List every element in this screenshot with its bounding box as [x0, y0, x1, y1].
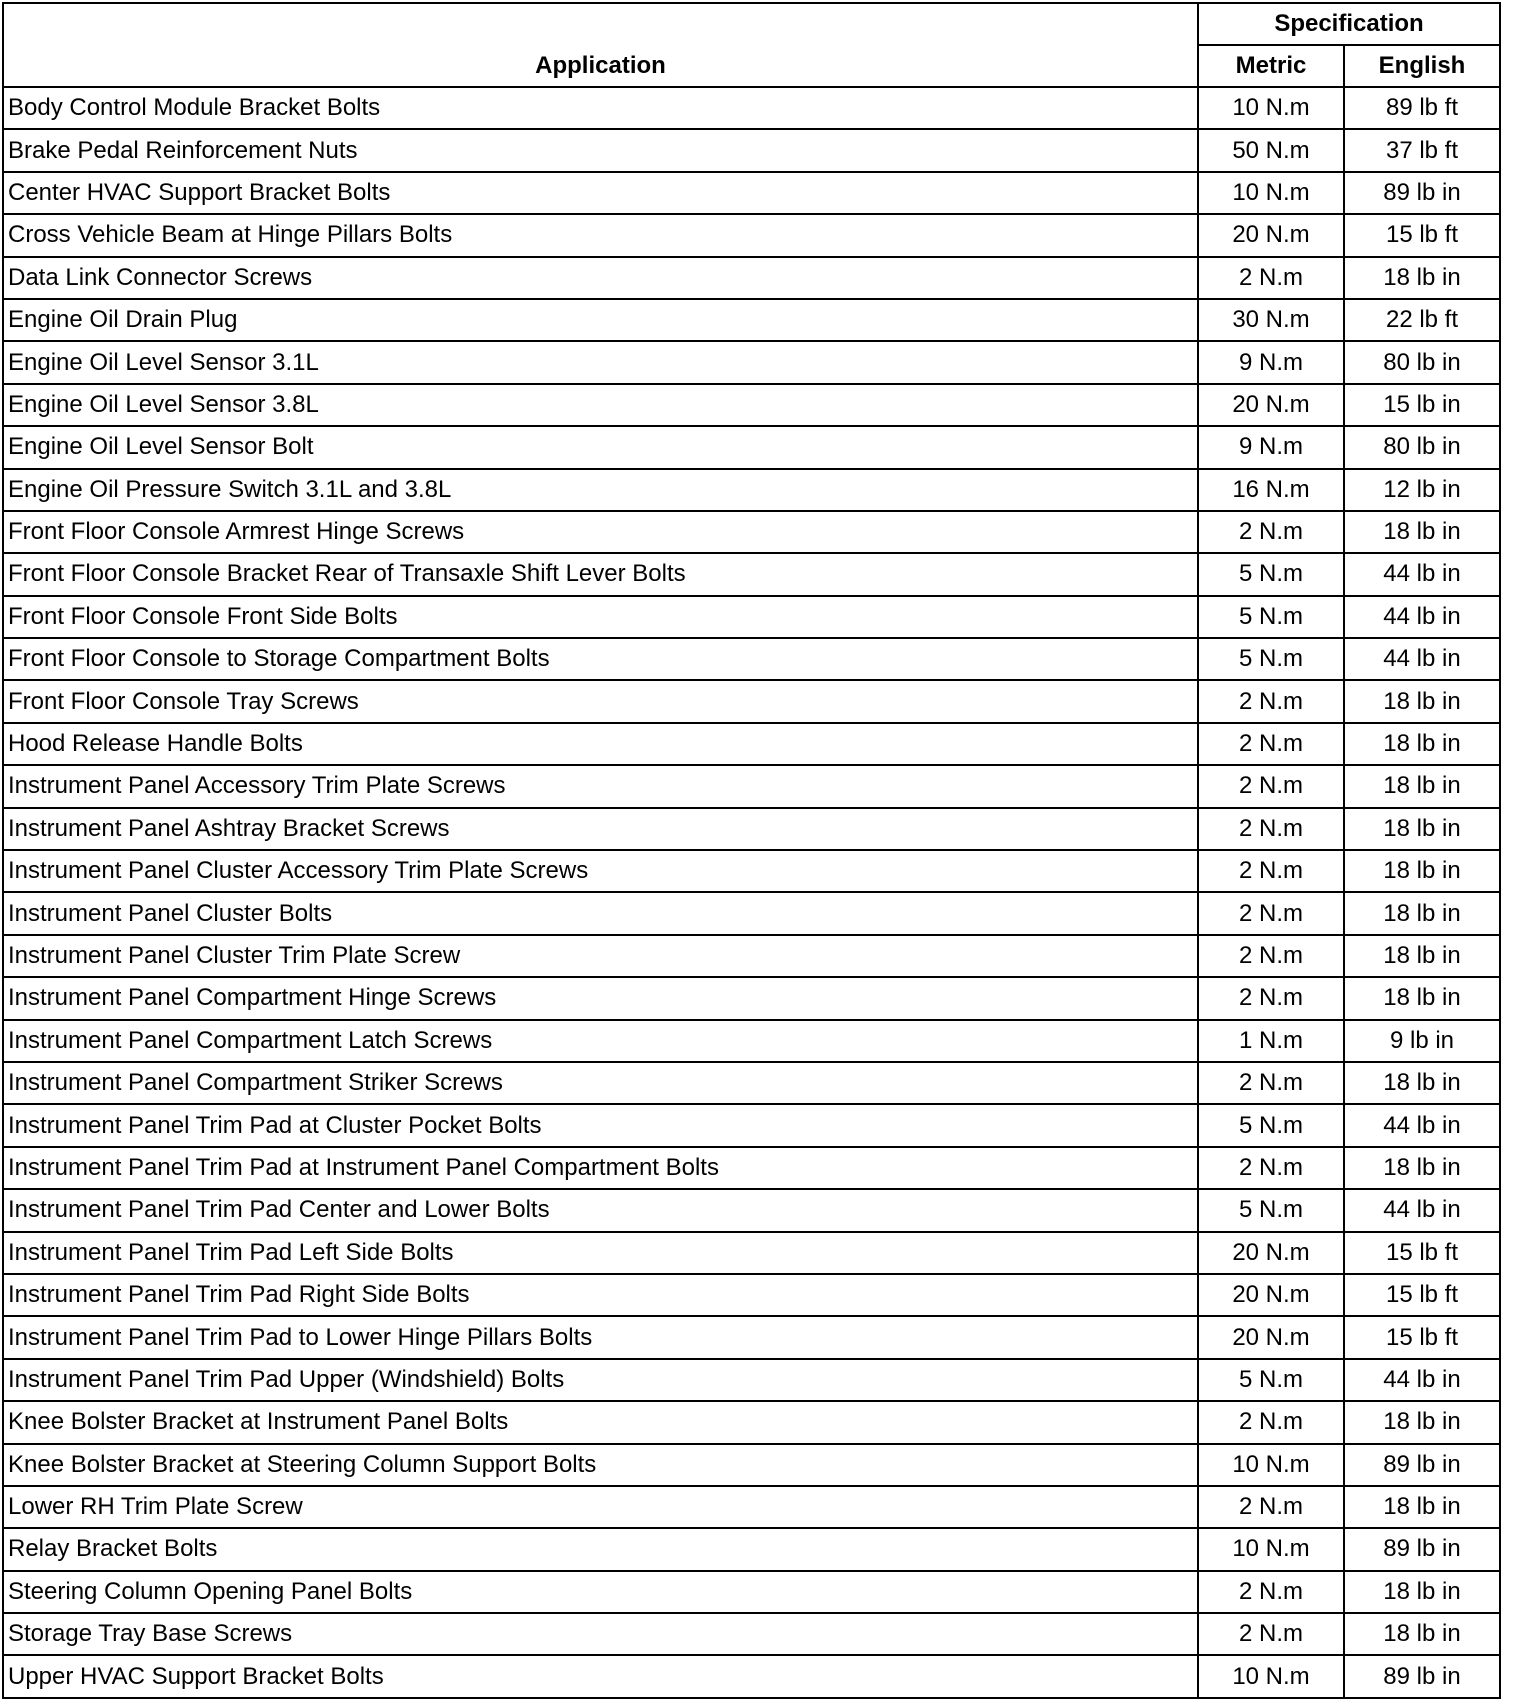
application-cell: Engine Oil Level Sensor 3.8L: [3, 384, 1198, 426]
english-cell: 18 lb in: [1344, 765, 1500, 807]
application-cell: Front Floor Console Bracket Rear of Transaxle Shift Lever Bolts: [3, 553, 1198, 595]
metric-cell: 2 N.m: [1198, 977, 1344, 1019]
english-cell: 18 lb in: [1344, 1401, 1500, 1443]
table-row: [3, 1274, 1500, 1316]
metric-cell: 2 N.m: [1198, 511, 1344, 553]
application-cell: Instrument Panel Cluster Bolts: [3, 892, 1198, 934]
english-cell: 9 lb in: [1344, 1020, 1500, 1062]
metric-cell: 1 N.m: [1198, 1020, 1344, 1062]
table-row: [3, 1147, 1500, 1189]
application-cell: Engine Oil Drain Plug: [3, 299, 1198, 341]
application-cell: Cross Vehicle Beam at Hinge Pillars Bolts: [3, 214, 1198, 256]
application-cell: Knee Bolster Bracket at Instrument Panel Bolts: [3, 1401, 1198, 1443]
table-row: [3, 1062, 1500, 1104]
application-cell: Instrument Panel Trim Pad Right Side Bolts: [3, 1274, 1198, 1316]
english-cell: 18 lb in: [1344, 935, 1500, 977]
application-cell: Instrument Panel Trim Pad Center and Lower Bolts: [3, 1189, 1198, 1231]
table-row: [3, 1020, 1500, 1062]
metric-cell: 20 N.m: [1198, 214, 1344, 256]
table-row: [3, 1189, 1500, 1231]
table-row: [3, 1571, 1500, 1613]
metric-cell: 2 N.m: [1198, 765, 1344, 807]
application-cell: Knee Bolster Bracket at Steering Column Support Bolts: [3, 1444, 1198, 1486]
application-cell: Instrument Panel Trim Pad Left Side Bolts: [3, 1232, 1198, 1274]
metric-cell: 2 N.m: [1198, 257, 1344, 299]
application-cell: Engine Oil Level Sensor Bolt: [3, 426, 1198, 468]
table-row: [3, 553, 1500, 595]
english-cell: 44 lb in: [1344, 1359, 1500, 1401]
table-row: [3, 384, 1500, 426]
english-cell: 37 lb ft: [1344, 129, 1500, 171]
table-row: [3, 87, 1500, 129]
specification-header: Specification: [1198, 3, 1500, 45]
english-cell: 12 lb in: [1344, 469, 1500, 511]
table-row: [3, 1316, 1500, 1358]
application-cell: Data Link Connector Screws: [3, 257, 1198, 299]
metric-header: Metric: [1198, 45, 1344, 87]
table-header: [3, 3, 1500, 87]
english-cell: 80 lb in: [1344, 426, 1500, 468]
english-cell: 15 lb ft: [1344, 214, 1500, 256]
english-cell: 18 lb in: [1344, 680, 1500, 722]
torque-spec-table: [2, 2, 1501, 1699]
english-cell: 15 lb ft: [1344, 1232, 1500, 1274]
application-cell: Front Floor Console to Storage Compartment Bolts: [3, 638, 1198, 680]
header-row-top: [3, 3, 1500, 45]
english-header: English: [1344, 45, 1500, 87]
english-cell: 18 lb in: [1344, 511, 1500, 553]
metric-cell: 10 N.m: [1198, 87, 1344, 129]
metric-cell: 2 N.m: [1198, 723, 1344, 765]
english-cell: 22 lb ft: [1344, 299, 1500, 341]
english-cell: 89 lb in: [1344, 1528, 1500, 1570]
application-cell: Instrument Panel Trim Pad to Lower Hinge Pillars Bolts: [3, 1316, 1198, 1358]
application-cell: Instrument Panel Cluster Accessory Trim Plate Screws: [3, 850, 1198, 892]
application-cell: Upper HVAC Support Bracket Bolts: [3, 1655, 1198, 1697]
metric-cell: 2 N.m: [1198, 1062, 1344, 1104]
english-cell: 18 lb in: [1344, 1062, 1500, 1104]
application-cell: Front Floor Console Front Side Bolts: [3, 596, 1198, 638]
english-cell: 44 lb in: [1344, 638, 1500, 680]
application-cell: Relay Bracket Bolts: [3, 1528, 1198, 1570]
table-row: [3, 1359, 1500, 1401]
metric-cell: 5 N.m: [1198, 638, 1344, 680]
metric-cell: 20 N.m: [1198, 1274, 1344, 1316]
english-cell: 89 lb in: [1344, 1444, 1500, 1486]
application-cell: Instrument Panel Cluster Trim Plate Screw: [3, 935, 1198, 977]
table-row: [3, 1401, 1500, 1443]
table-row: [3, 129, 1500, 171]
metric-cell: 5 N.m: [1198, 1104, 1344, 1146]
english-cell: 80 lb in: [1344, 341, 1500, 383]
metric-cell: 5 N.m: [1198, 553, 1344, 595]
application-cell: Instrument Panel Compartment Hinge Screws: [3, 977, 1198, 1019]
english-cell: 44 lb in: [1344, 596, 1500, 638]
english-cell: 15 lb ft: [1344, 1316, 1500, 1358]
table-row: [3, 1104, 1500, 1146]
metric-cell: 20 N.m: [1198, 384, 1344, 426]
application-cell: Storage Tray Base Screws: [3, 1613, 1198, 1655]
table-row: [3, 299, 1500, 341]
english-cell: 18 lb in: [1344, 1571, 1500, 1613]
table-row: [3, 1528, 1500, 1570]
table-row: [3, 977, 1500, 1019]
metric-cell: 30 N.m: [1198, 299, 1344, 341]
table-row: [3, 723, 1500, 765]
metric-cell: 10 N.m: [1198, 1444, 1344, 1486]
metric-cell: 2 N.m: [1198, 935, 1344, 977]
table-row: [3, 680, 1500, 722]
metric-cell: 10 N.m: [1198, 1528, 1344, 1570]
metric-cell: 2 N.m: [1198, 680, 1344, 722]
english-cell: 18 lb in: [1344, 1613, 1500, 1655]
application-cell: Lower RH Trim Plate Screw: [3, 1486, 1198, 1528]
english-cell: 15 lb ft: [1344, 1274, 1500, 1316]
table-row: [3, 341, 1500, 383]
english-cell: 18 lb in: [1344, 723, 1500, 765]
table-row: [3, 469, 1500, 511]
metric-cell: 2 N.m: [1198, 1401, 1344, 1443]
metric-cell: 2 N.m: [1198, 850, 1344, 892]
english-cell: 18 lb in: [1344, 892, 1500, 934]
english-cell: 44 lb in: [1344, 1189, 1500, 1231]
table-body: [3, 87, 1500, 1698]
application-cell: Brake Pedal Reinforcement Nuts: [3, 129, 1198, 171]
table-row: [3, 892, 1500, 934]
application-cell: Hood Release Handle Bolts: [3, 723, 1198, 765]
table-row: [3, 257, 1500, 299]
application-cell: Instrument Panel Trim Pad at Cluster Pocket Bolts: [3, 1104, 1198, 1146]
table-row: [3, 1232, 1500, 1274]
english-cell: 18 lb in: [1344, 977, 1500, 1019]
metric-cell: 9 N.m: [1198, 341, 1344, 383]
metric-cell: 10 N.m: [1198, 172, 1344, 214]
metric-cell: 20 N.m: [1198, 1232, 1344, 1274]
metric-cell: 2 N.m: [1198, 1147, 1344, 1189]
application-cell: Instrument Panel Compartment Striker Screws: [3, 1062, 1198, 1104]
table-row: [3, 850, 1500, 892]
english-cell: 89 lb in: [1344, 172, 1500, 214]
application-cell: Instrument Panel Trim Pad Upper (Windshield) Bolts: [3, 1359, 1198, 1401]
application-cell: Engine Oil Level Sensor 3.1L: [3, 341, 1198, 383]
application-cell: Front Floor Console Armrest Hinge Screws: [3, 511, 1198, 553]
application-cell: Instrument Panel Compartment Latch Screws: [3, 1020, 1198, 1062]
application-cell: Instrument Panel Trim Pad at Instrument Panel Compartment Bolts: [3, 1147, 1198, 1189]
table-row: [3, 511, 1500, 553]
english-cell: 18 lb in: [1344, 1486, 1500, 1528]
table-row: [3, 1444, 1500, 1486]
metric-cell: 2 N.m: [1198, 892, 1344, 934]
table-row: [3, 596, 1500, 638]
english-cell: 18 lb in: [1344, 808, 1500, 850]
metric-cell: 2 N.m: [1198, 1613, 1344, 1655]
metric-cell: 2 N.m: [1198, 1571, 1344, 1613]
metric-cell: 5 N.m: [1198, 1359, 1344, 1401]
table-row: [3, 638, 1500, 680]
metric-cell: 2 N.m: [1198, 808, 1344, 850]
english-cell: 44 lb in: [1344, 553, 1500, 595]
application-header: Application: [3, 3, 1198, 87]
metric-cell: 9 N.m: [1198, 426, 1344, 468]
application-cell: Body Control Module Bracket Bolts: [3, 87, 1198, 129]
english-cell: 44 lb in: [1344, 1104, 1500, 1146]
metric-cell: 2 N.m: [1198, 1486, 1344, 1528]
table-row: [3, 765, 1500, 807]
table-row: [3, 808, 1500, 850]
table-row: [3, 1486, 1500, 1528]
table-row: [3, 1613, 1500, 1655]
english-cell: 15 lb in: [1344, 384, 1500, 426]
table-row: [3, 935, 1500, 977]
application-cell: Steering Column Opening Panel Bolts: [3, 1571, 1198, 1613]
metric-cell: 50 N.m: [1198, 129, 1344, 171]
application-cell: Center HVAC Support Bracket Bolts: [3, 172, 1198, 214]
english-cell: 18 lb in: [1344, 257, 1500, 299]
table-row: [3, 1655, 1500, 1697]
table-row: [3, 214, 1500, 256]
metric-cell: 5 N.m: [1198, 596, 1344, 638]
english-cell: 18 lb in: [1344, 1147, 1500, 1189]
metric-cell: 20 N.m: [1198, 1316, 1344, 1358]
metric-cell: 16 N.m: [1198, 469, 1344, 511]
english-cell: 89 lb ft: [1344, 87, 1500, 129]
metric-cell: 5 N.m: [1198, 1189, 1344, 1231]
application-cell: Front Floor Console Tray Screws: [3, 680, 1198, 722]
english-cell: 89 lb in: [1344, 1655, 1500, 1697]
english-cell: 18 lb in: [1344, 850, 1500, 892]
application-cell: Engine Oil Pressure Switch 3.1L and 3.8L: [3, 469, 1198, 511]
table-row: [3, 172, 1500, 214]
table-row: [3, 426, 1500, 468]
application-cell: Instrument Panel Ashtray Bracket Screws: [3, 808, 1198, 850]
metric-cell: 10 N.m: [1198, 1655, 1344, 1697]
application-cell: Instrument Panel Accessory Trim Plate Screws: [3, 765, 1198, 807]
